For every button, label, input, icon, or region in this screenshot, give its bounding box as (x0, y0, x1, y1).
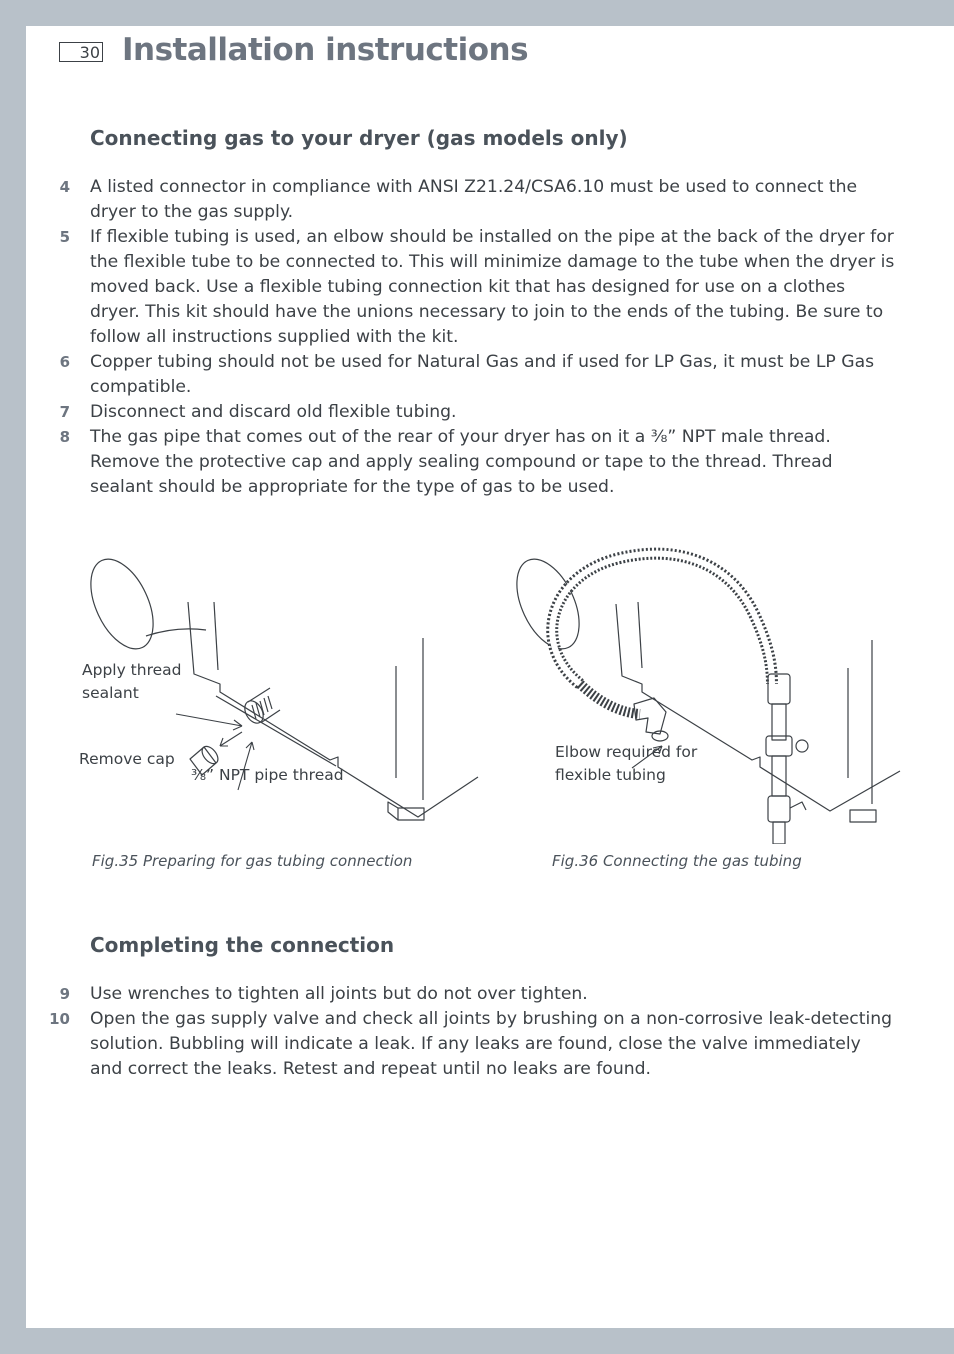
instruction-list-connecting (46, 175, 896, 500)
fig36-flexible-tubing-illustration (510, 524, 910, 844)
section-heading-connecting-gas: Connecting gas to your dryer (gas models only) (90, 126, 628, 150)
dryer-foot (398, 808, 424, 820)
gas-valve-assembly (766, 674, 808, 844)
step-text: A listed connector in compliance with ANSI Z21.24/CSA6.10 must be used to connect the dryer to the gas supply. (90, 177, 858, 222)
duct-line (146, 629, 206, 636)
step-number: 7 (59, 403, 70, 421)
list-item (46, 982, 896, 1007)
list-item (46, 175, 896, 225)
instruction-list-completing (46, 982, 896, 1082)
manual-page (26, 26, 954, 1328)
dryer-foot-side (388, 802, 398, 820)
page-number: 30 (59, 42, 103, 62)
step-text: Open the gas supply valve and check all joints by brushing on a non-corrosive leak-detecting solution. Bubbling will indicate a leak. If any leaks are found, close the valve immediately and correct the leaks. Retest and repeat until no leaks are found. (90, 1009, 893, 1079)
flexible-tube-core (552, 554, 772, 684)
page-title: Installation instructions (122, 32, 529, 68)
step-number: 6 (59, 353, 70, 371)
list-item (46, 425, 896, 500)
pipe-thread (241, 688, 280, 726)
step-number: 5 (59, 228, 70, 246)
label-npt-pipe-thread: ⅜” NPT pipe thread (191, 766, 344, 784)
step-text: The gas pipe that comes out of the rear of your dryer has on it a ⅜” NPT male thread. Remove the protective cap and apply sealing compound or tape to the thread. Thread sealant should be appropriate for the type of gas to be used. (90, 427, 833, 497)
fig35-caption: Fig.35 Preparing for gas tubing connection (92, 852, 413, 870)
dryer-edge-line (638, 602, 642, 668)
label-remove-cap: Remove cap (79, 750, 175, 768)
list-item (46, 350, 896, 400)
label-elbow-required: Elbow required for flexible tubing (555, 743, 698, 784)
step-number: 8 (59, 428, 70, 446)
step-number: 4 (59, 178, 70, 196)
dryer-base-line (216, 696, 336, 766)
list-item (46, 400, 896, 425)
step-text: Copper tubing should not be used for Natural Gas and if used for LP Gas, it must be LP Gas compatible. (90, 352, 875, 397)
step-text: If flexible tubing is used, an elbow should be installed on the pipe at the back of the dryer for the flexible tube to be connected to. This will minimize damage to the tube when the dryer is moved back. Use a flexible tubing connection kit that has designed for use on a clothes dryer. This kit should have the unions necessary to join to the ends of the tubing. Be sure to follow all instructions supplied with the kit. (90, 227, 895, 347)
list-item (46, 225, 896, 350)
step-text: Disconnect and discard old flexible tubing. (90, 402, 457, 422)
dryer-edge-line (214, 602, 218, 670)
duct-opening-shape (78, 550, 166, 659)
dryer-foot (850, 810, 876, 822)
step-number: 9 (59, 985, 70, 1003)
fig36-caption: Fig.36 Connecting the gas tubing (552, 852, 802, 870)
flexible-tube-end (580, 684, 640, 714)
step-text: Use wrenches to tighten all joints but do not over tighten. (90, 984, 588, 1004)
list-item (46, 1007, 896, 1082)
step-number: 10 (49, 1010, 70, 1028)
label-apply-thread-sealant: Apply thread sealant (82, 661, 182, 702)
section-heading-completing: Completing the connection (90, 933, 395, 957)
